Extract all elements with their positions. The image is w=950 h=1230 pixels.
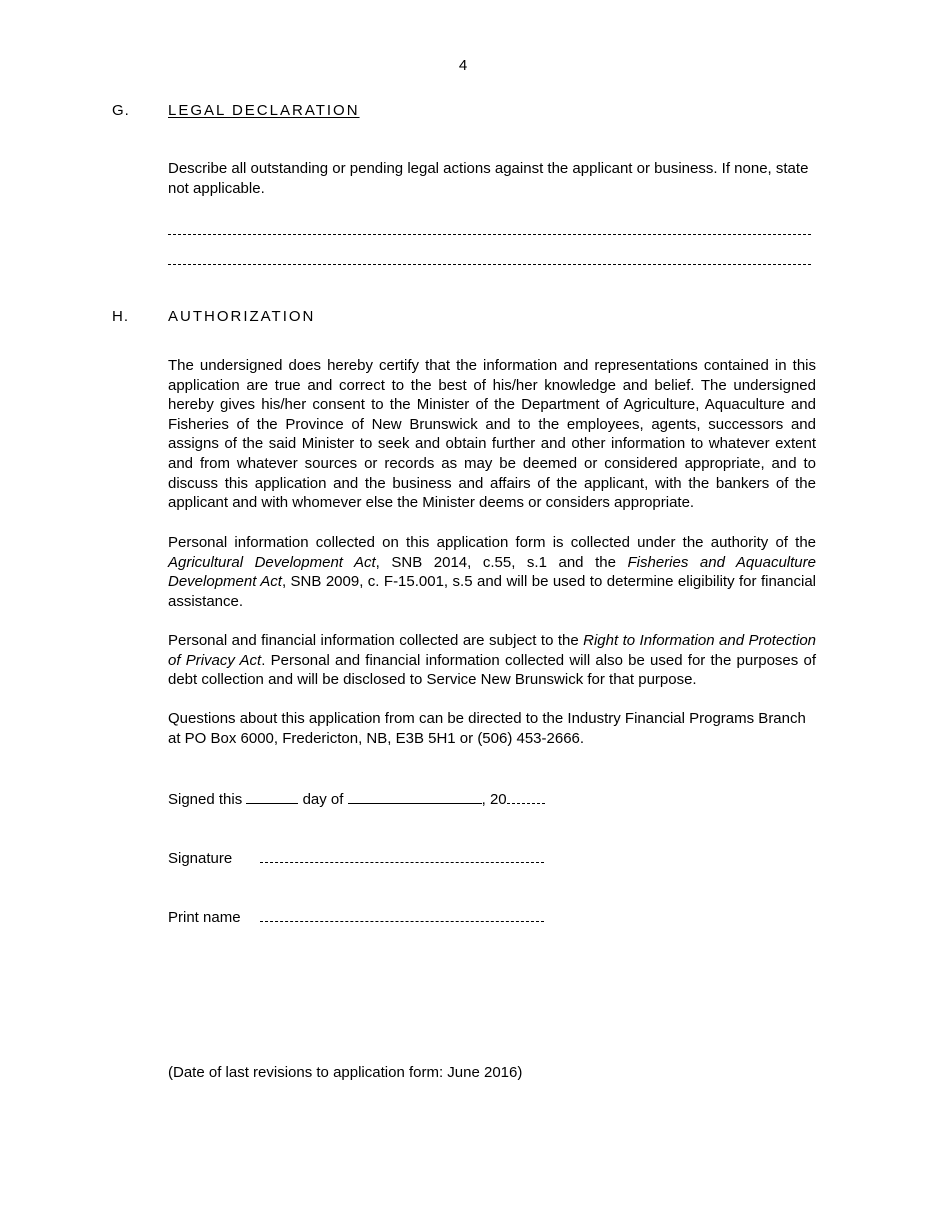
legal-actions-line-2[interactable] <box>168 264 811 265</box>
day-of-label: day of <box>302 791 344 808</box>
agricultural-development-act: Agricultural Development Act <box>168 553 376 571</box>
personal-info-text-1: Personal information collected on this application form is collected under the authority of the <box>168 534 816 551</box>
questions-paragraph: Questions about this application from can be directed to the Industry Financial Programs Branch at PO Box 6000, Fredericton, NB, E3B 5H1 or (506) 453-2666. <box>168 710 806 747</box>
section-g-title: LEGAL DECLARATION <box>168 102 360 119</box>
signed-day-field[interactable] <box>246 789 298 804</box>
section-g-instruction: Describe all outstanding or pending legal actions against the applicant or business. If none, state not applicable. <box>168 160 809 197</box>
print-name-label: Print name <box>168 909 241 926</box>
section-h-letter: H. <box>112 308 129 325</box>
personal-info-text-3: , SNB 2009, c. F-15.001, s.5 and will be used to determine eligibility for financial assistance. <box>168 573 816 610</box>
print-name-row <box>168 907 544 926</box>
year-prefix-label: , 20 <box>481 791 507 808</box>
legal-actions-line-1[interactable] <box>168 234 811 235</box>
privacy-act: Right to Information and Protection of Privacy Act <box>168 632 816 669</box>
personal-info-paragraph <box>168 533 816 611</box>
signed-date-row <box>168 789 545 808</box>
signed-month-field[interactable] <box>348 789 482 804</box>
page-number: 4 <box>458 57 468 74</box>
signature-row <box>168 848 544 867</box>
section-h-title: AUTHORIZATION <box>168 308 316 325</box>
authorization-paragraph: The undersigned does hereby certify that the information and representations contained in this application are true and correct to the best of his/her knowledge and belief. The undersigned hereby gives his/her consent to the Minister of the Department of Agriculture, Aquaculture and Fisheries of the Province of New Brunswick and to the employees, agents, successors and assigns of the said Minister to seek and obtain further and other information to whatever extent and from whatever sources or records as may be deemed or considered appropriate, and to discuss this application and the business and affairs of the applicant, with the bankers of the applicant and with whomever else the Minister deems or considers appropriate. <box>168 357 816 512</box>
print-name-field[interactable] <box>260 907 544 922</box>
signed-year-field[interactable] <box>507 789 545 804</box>
section-g-letter: G. <box>112 102 130 119</box>
signed-this-label: Signed this <box>168 791 243 808</box>
privacy-paragraph <box>168 631 816 690</box>
privacy-text-2: . Personal and financial information collected will also be used for the purposes of debt collection and will be disclosed to Service New Brunswick for that purpose. <box>168 651 816 689</box>
signature-label: Signature <box>168 850 233 867</box>
revision-note: (Date of last revisions to application form: June 2016) <box>168 1064 523 1081</box>
privacy-text-1: Personal and financial information collected are subject to the <box>168 632 584 649</box>
signature-field[interactable] <box>260 848 544 863</box>
fisheries-aquaculture-act: Fisheries and Aquaculture Development Act <box>168 553 816 591</box>
personal-info-text-2: , SNB 2014, c.55, s.1 and the <box>375 553 628 571</box>
